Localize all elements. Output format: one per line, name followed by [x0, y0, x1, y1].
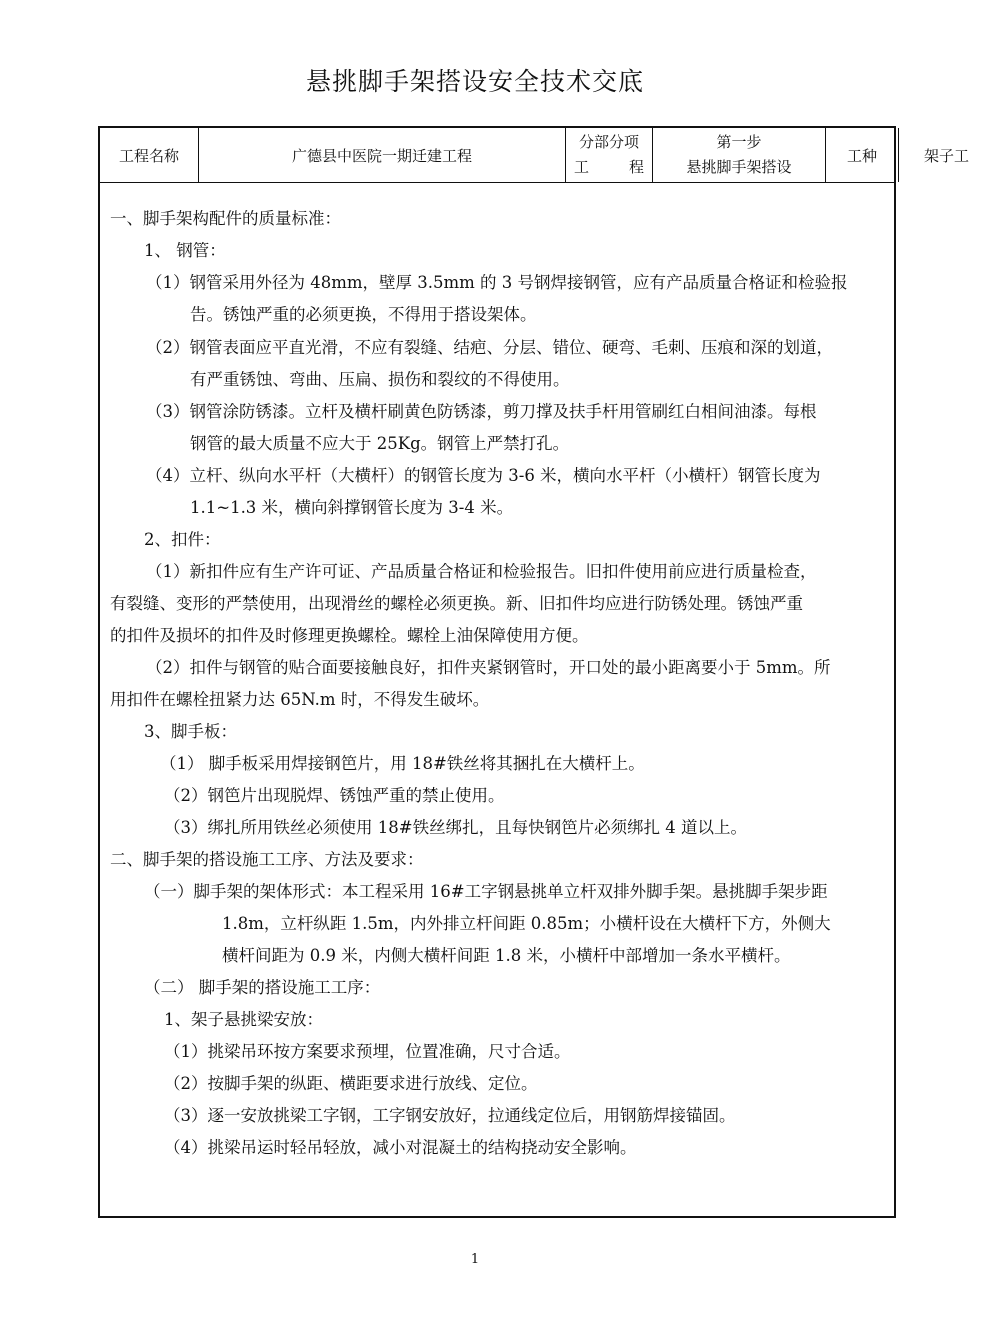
- text-line: （1）新扣件应有生产许可证、产品质量合格证和检验报告。旧扣件使用前应进行质量检查，: [146, 562, 817, 581]
- division-label: [566, 128, 653, 182]
- text-line: （2）钢笆片出现脱焊、锈蚀严重的禁止使用。: [164, 786, 505, 805]
- subsection-heading: 3、脚手板：: [144, 722, 237, 741]
- step-line2: 悬挑脚手架搭设: [686, 158, 792, 176]
- text-line: 告。锈蚀严重的必须更换，不得用于搭设架体。: [190, 305, 537, 324]
- text-line: （4）挑梁吊运时轻吊轻放，减小对混凝土的结构挠动安全影响。: [164, 1138, 637, 1157]
- project-name-value: 广德县中医院一期迁建工程: [199, 128, 566, 182]
- section-heading: 一、脚手架构配件的质量标准：: [110, 209, 341, 228]
- text-line: （2）按脚手架的纵距、横距要求进行放线、定位。: [164, 1074, 538, 1093]
- text-line: 有裂缝、变形的严禁使用，出现滑丝的螺栓必须更换。新、旧扣件均应进行防锈处理。锈蚀严重: [110, 594, 803, 613]
- text-line: （1）挑梁吊环按方案要求预埋，位置准确，尺寸合适。: [164, 1042, 571, 1061]
- text-line: （3）钢管涂防锈漆。立杆及横杆刷黄色防锈漆，剪刀撑及扶手杆用管刷红白相间油漆。每根: [146, 402, 817, 421]
- table-header-row: [100, 128, 969, 183]
- division-label-char1: 工: [574, 158, 590, 176]
- text-line: 1.1~1.3 米，横向斜撑钢管长度为 3-4 米。: [190, 498, 514, 517]
- trade-label: 工种: [826, 128, 899, 182]
- text-line: 钢管的最大质量不应大于 25Kg。钢管上严禁打孔。: [190, 434, 570, 453]
- text-line: （4）立杆、纵向水平杆（大横杆）的钢管长度为 3-6 米，横向水平杆（小横杆）钢管长度为: [146, 466, 821, 485]
- trade-value: 架子工: [923, 146, 969, 165]
- subsection-heading: 1、 钢管：: [144, 241, 226, 260]
- division-label-line2: [574, 155, 644, 180]
- text-line: （1） 脚手板采用焊接钢笆片，用 18#铁丝将其捆扎在大横杆上。: [160, 754, 645, 773]
- text-line: （2）扣件与钢管的贴合面要接触良好，扣件夹紧钢管时，开口处的最小距离要小于 5mm。所: [146, 658, 831, 677]
- text-line: （1）钢管采用外径为 48mm，壁厚 3.5mm 的 3 号钢焊接钢管，应有产品质量合格证和检验报: [146, 273, 848, 292]
- division-label-char2: 程: [628, 158, 644, 176]
- text-line: 的扣件及损坏的扣件及时修理更换螺栓。螺栓上油保障使用方便。: [110, 626, 589, 645]
- subsection-heading: 1、架子悬挑梁安放：: [164, 1010, 323, 1029]
- text-line: （一）脚手架的架体形式：本工程采用 16#工字钢悬挑单立杆双排外脚手架。悬挑脚手架步距: [144, 882, 828, 901]
- text-line: 1.8m，立杆纵距 1.5m，内外排立杆间距 0.85m；小横杆设在大横杆下方，外侧大: [222, 914, 831, 933]
- text-line: （3）绑扎所用铁丝必须使用 18#铁丝绑扎，且每快钢笆片必须绑扎 4 道以上。: [164, 818, 748, 837]
- text-line: （2）钢管表面应平直光滑，不应有裂缝、结疤、分层、错位、硬弯、毛刺、压痕和深的划道，: [146, 338, 833, 357]
- text-line: 有严重锈蚀、弯曲、压扁、损伤和裂纹的不得使用。: [190, 370, 570, 389]
- division-value: [653, 128, 826, 182]
- division-label-line1: 分部分项: [578, 133, 639, 151]
- page-number: 1: [470, 1252, 480, 1267]
- section-heading: 二、脚手架的搭设施工工序、方法及要求：: [110, 850, 424, 869]
- subsection-heading: 2、扣件：: [144, 530, 221, 549]
- text-line: （3）逐一安放挑梁工字钢，工字钢安放好，拉通线定位后，用钢筋焊接锚固。: [164, 1106, 736, 1125]
- subsection-heading: （二） 脚手架的搭设施工工序：: [144, 978, 381, 997]
- text-line: 用扣件在螺栓扭紧力达 65N.m 时，不得发生破坏。: [110, 690, 490, 709]
- disclosure-table: [98, 126, 969, 1218]
- text-line: 横杆间距为 0.9 米，内侧大横杆间距 1.8 米，小横杆中部增加一条水平横杆。: [222, 946, 791, 965]
- project-name-label: 工程名称: [100, 128, 199, 182]
- step-line1: 第一步: [716, 133, 762, 151]
- document-title: 悬挑脚手架搭设安全技术交底: [305, 67, 644, 96]
